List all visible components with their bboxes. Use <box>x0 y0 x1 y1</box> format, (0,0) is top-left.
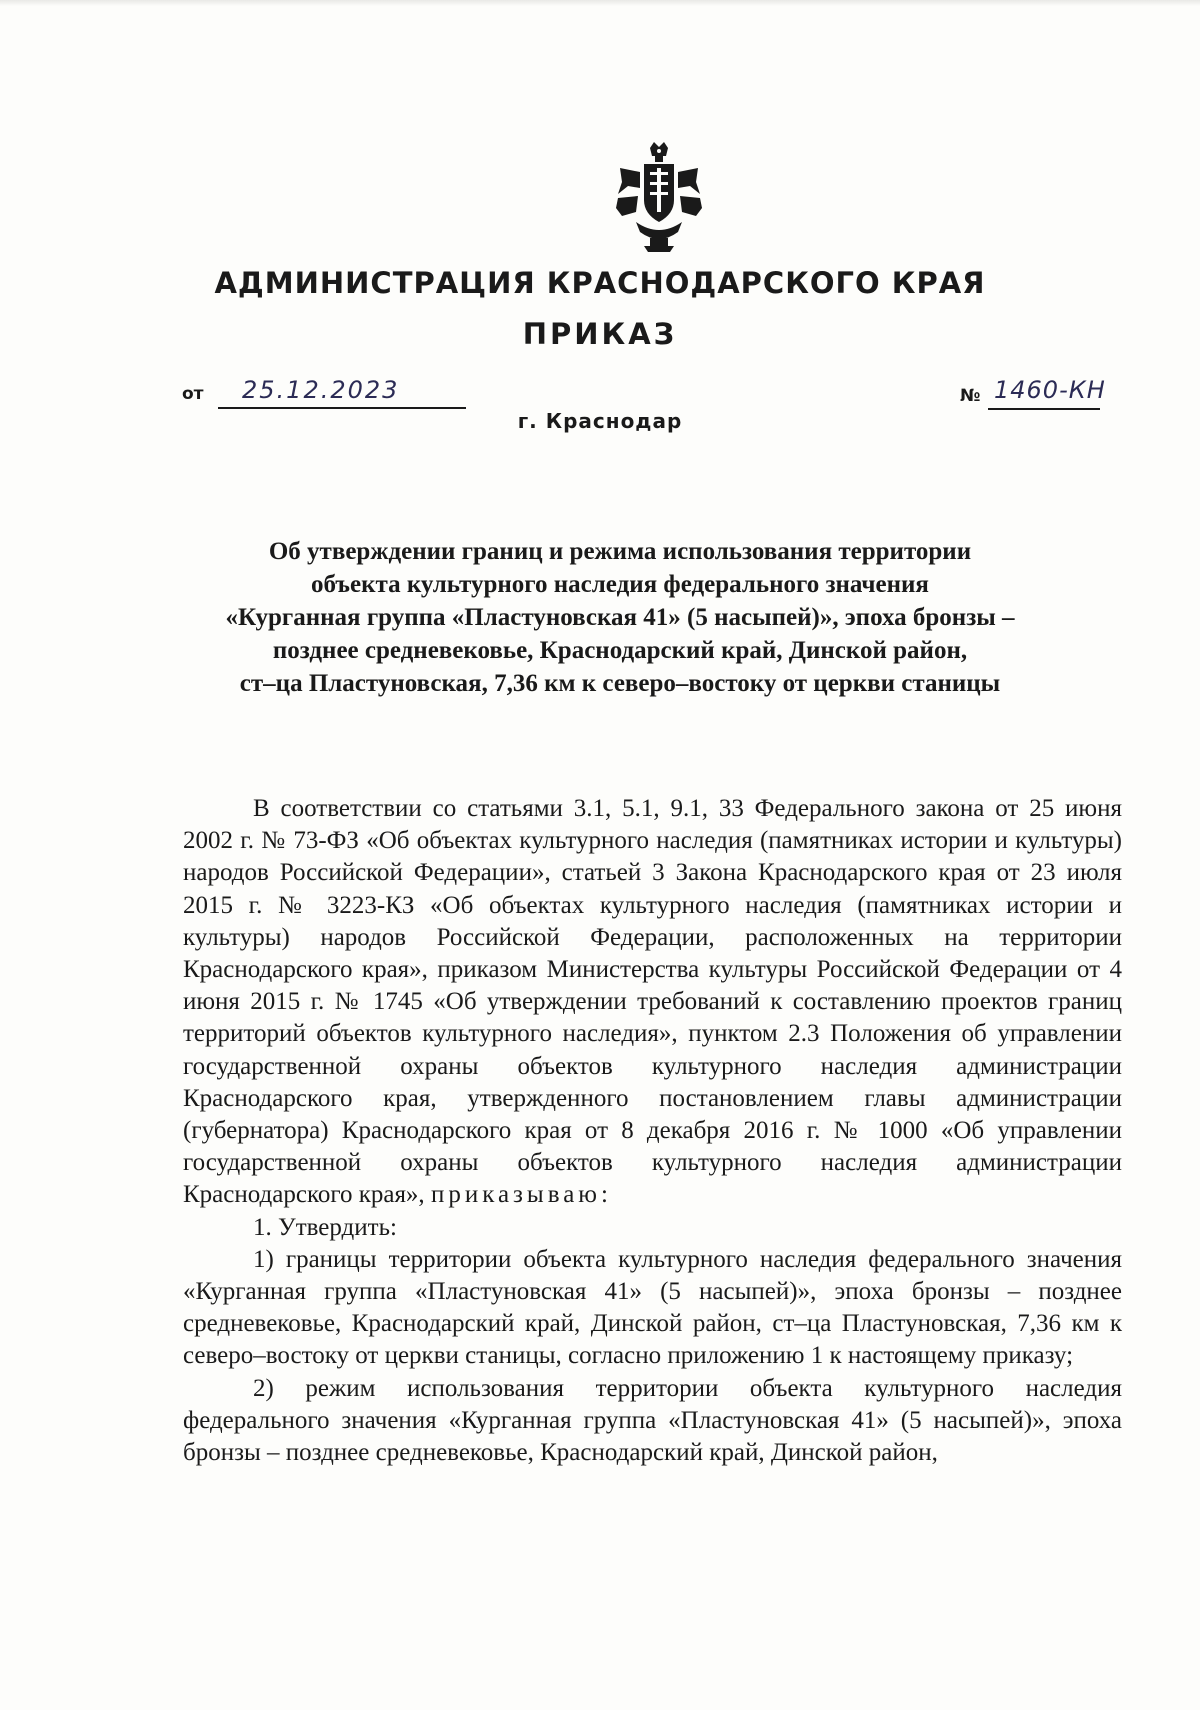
number-prefix: № <box>960 386 981 406</box>
organization-title: АДМИНИСТРАЦИЯ КРАСНОДАРСКОГО КРАЯ <box>214 266 986 300</box>
subitem-1: 1) границы территории объекта культурного наследия федерального значения «Курганная группа «Пластуновская 41» (5 насыпей)», эпоха бронзы – позднее средневековье, Краснодарский край, Динской район, ст–ца Пластуновская, 7,36 км к северо–востоку от церкви станицы, согласно приложению 1 к настоящему приказу; <box>183 1245 1122 1370</box>
coat-of-arms-emblem <box>614 142 704 252</box>
subject-line: объекта культурного наследия федерального значения <box>311 571 929 598</box>
date-field <box>182 376 462 412</box>
number-field <box>960 376 1140 414</box>
item-1: 1. Утвердить: <box>253 1213 397 1241</box>
subject-line: Об утверждении границ и режима использования территории <box>268 538 972 565</box>
preamble-text: В соответствии со статьями 3.1, 5.1, 9.1, 33 Федерального закона от 25 июня 2002 г. № 73-ФЗ «Об объектах культурного наследия (памятниках истории и культуры) народов Российской Федерации», статьей 3 Закона Краснодарского края от 23 июля 2015 г. № 3223-КЗ «Об объектах культурного наследия (памятниках истории и культуры) народов Российской Федерации, расположенных на территории Краснодарского края», приказом Министерства культуры Российской Федерации от 4 июня 2015 г. № 1745 «Об утверждении требований к составлению проектов границ территорий объектов культурного наследия», пунктом 2.3 Положения об управлении государственной охраны объектов культурного наследия администрации Краснодарского края, утвержденного постановлением главы администрации (губернатора) Краснодарского края от 8 декабря 2016 г. № 1000 «Об управлении государственной охраны объектов культурного наследия администрации Краснодарского края», <box>183 795 1122 1209</box>
document-type-title: ПРИКАЗ <box>522 317 678 351</box>
scan-edge <box>0 0 1200 6</box>
date-handwritten-value: 25.12.2023 <box>242 376 400 404</box>
document-body <box>183 793 1122 1469</box>
order-word: приказываю: <box>430 1181 612 1209</box>
number-handwritten-value: 1460-КН <box>994 376 1106 404</box>
subject-line: ст–ца Пластуновская, 7,36 км к северо–востоку от церкви станицы <box>239 670 1001 697</box>
number-underline <box>988 408 1100 410</box>
subitem-2: 2) режим использования территории объекта культурного наследия федерального значения «Курганная группа «Пластуновская 41» (5 насыпей)», эпоха бронзы – позднее средневековье, Краснодарский край, Динской район, <box>183 1374 1122 1467</box>
subject-line: позднее средневековье, Краснодарский край, Динской район, <box>272 637 968 664</box>
city-label: г. Краснодар <box>517 409 683 433</box>
date-prefix: от <box>182 384 204 404</box>
document-subject <box>150 535 1090 700</box>
subject-line: «Курганная группа «Пластуновская 41» (5 насыпей)», эпоха бронзы – <box>225 604 1015 631</box>
preamble-paragraph <box>183 793 1122 1212</box>
